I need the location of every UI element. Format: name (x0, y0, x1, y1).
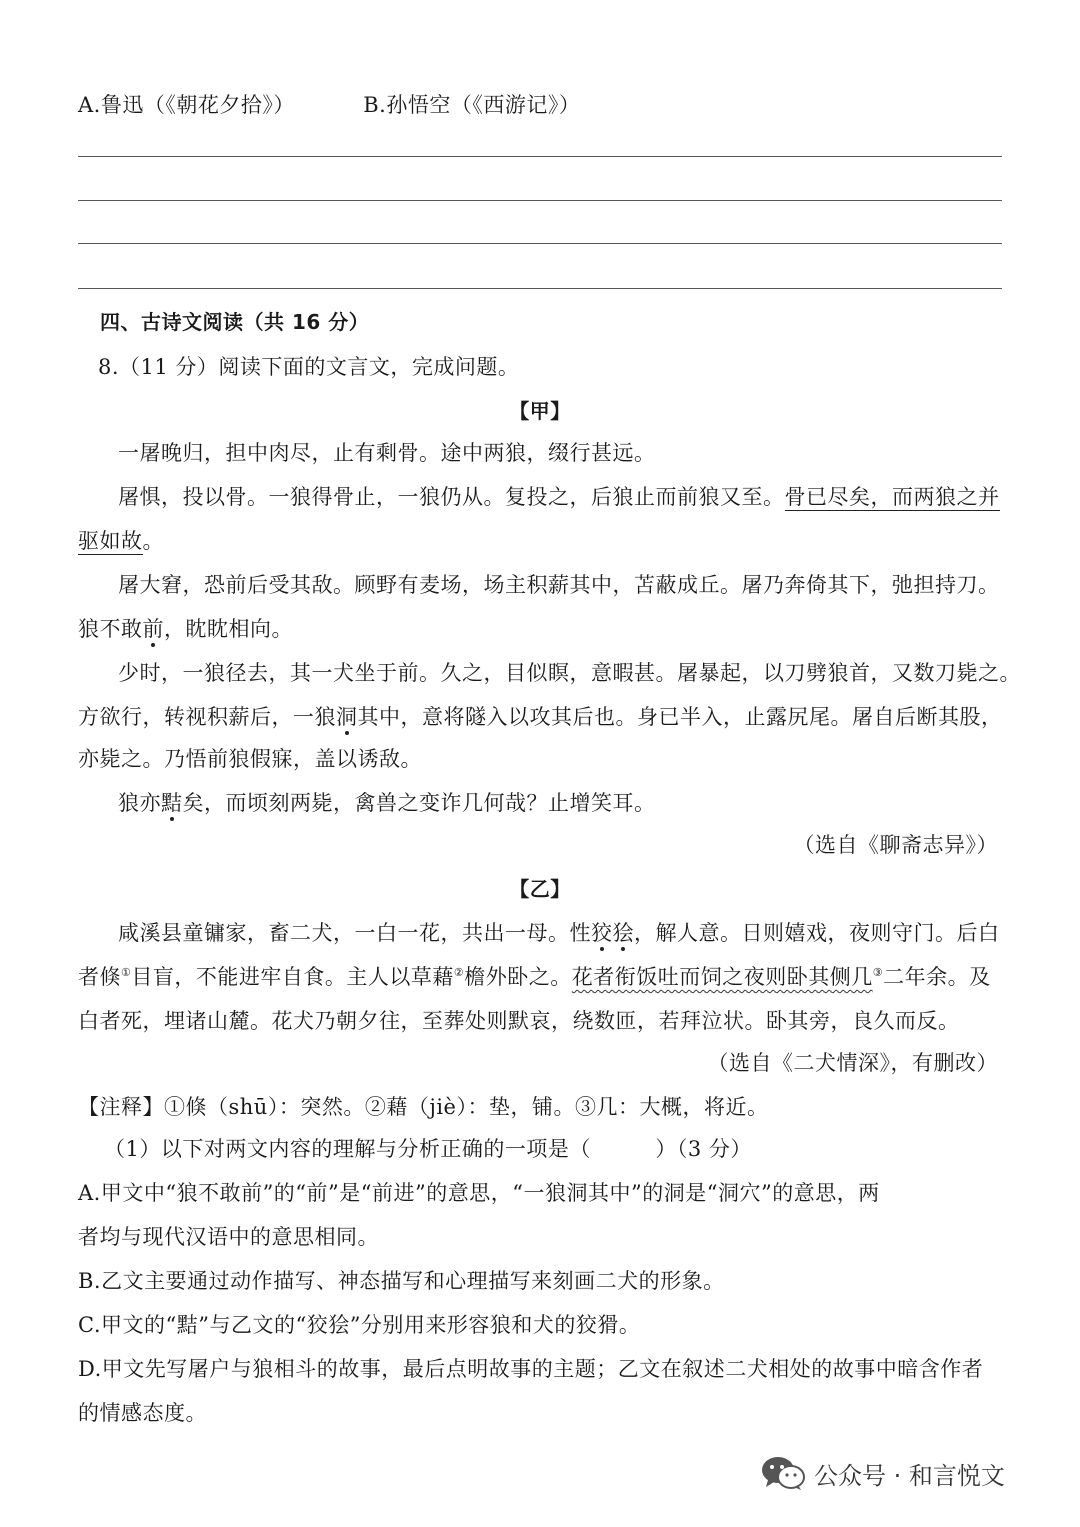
jia-paragraph-5: 狼亦黠矣，而顷刻两毙，禽兽之变诈几何哉？止增笑耳。 (118, 791, 656, 815)
option-row (78, 90, 1002, 120)
wechat-icon (760, 1454, 806, 1492)
sub-question-1-stem: （1）以下对两文内容的理解与分析正确的一项是（ ）（3 分） (104, 1137, 752, 1161)
choice-a-line-1: A.甲文中“狼不敢前”的“前”是“前进”的意思，“一狼洞其中”的洞是“洞穴”的意思，两 (78, 1181, 880, 1205)
jia-paragraph-2-line-2: 驱如故。 (78, 529, 164, 553)
jia-paragraph-4-line-1: 少时，一狼径去，其一犬坐于前。久之，目似瞑，意暇甚。屠暴起，以刀劈狼首，又数刀毙之。 (118, 661, 1021, 685)
jia-paragraph-2-line-1: 屠惧，投以骨。一狼得骨止，一狼仍从。复投之，后狼止而前狼又至。骨已尽矣，而两狼之并 (118, 485, 1000, 509)
annotation-notes: 【注释】①倏（shū）：突然。②藉（jiè）：垫，铺。③几：大概，将近。 (78, 1095, 769, 1119)
yi-line-3: 白者死，埋诸山麓。花犬乃朝夕往，至葬处则默哀，绕数匝，若拜泣状。卧其旁，良久而反。 (78, 1009, 960, 1033)
footnote-mark-3: ③ (872, 966, 884, 979)
answer-line-4 (78, 288, 1002, 289)
dotted-char-qian: 前 (142, 617, 164, 641)
watermark-footer (760, 1448, 1060, 1498)
yi-line-1: 咸溪县童镛家，畜二犬，一白一花，共出一母。性狡狯，解人意。日则嬉戏，夜则守门。后白 (118, 921, 1000, 945)
jia-paragraph-3-line-1: 屠大窘，恐前后受其敌。顾野有麦场，场主积薪其中，苫蔽成丘。屠乃奔倚其下，弛担持刀。 (118, 573, 1000, 597)
dotted-char-xia: 黠 (161, 791, 183, 815)
choice-d-line-2: 的情感态度。 (78, 1401, 207, 1425)
answer-line-3 (78, 243, 1002, 244)
jia-paragraph-1: 一屠晚归，担中肉尽，止有剩骨。途中两狼，缀行甚远。 (118, 441, 656, 465)
dotted-char-jiao: 狡 (591, 921, 613, 945)
choice-b: B.乙文主要通过动作描写、神态描写和心理描写来刻画二犬的形象。 (78, 1269, 725, 1293)
choice-d-line-1: D.甲文先写屠户与狼相斗的故事，最后点明故事的主题；乙文在叙述二犬相处的故事中暗含作者 (78, 1357, 984, 1381)
passage-jia-label: 【甲】 (509, 399, 571, 423)
jia-paragraph-4-line-3: 亦毙之。乃悟前狼假寐，盖以诱敌。 (78, 747, 422, 771)
choice-a-line-2: 者均与现代汉语中的意思相同。 (78, 1225, 379, 1249)
passage-yi-label: 【乙】 (509, 877, 571, 901)
question-8-prompt: 8.（11 分）阅读下面的文言文，完成问题。 (98, 355, 520, 379)
jia-paragraph-3-line-2: 狼不敢前，眈眈相向。 (78, 617, 293, 641)
option-a: A.鲁迅（《朝花夕拾》） (78, 93, 295, 117)
section-title: 四、古诗文阅读（共 16 分） (100, 310, 370, 334)
underlined-sentence-continued: 驱如故 (78, 529, 143, 553)
answer-line-1 (78, 156, 1002, 157)
choice-c: C.甲文的“黠”与乙文的“狡狯”分别用来形容狼和犬的狡猾。 (78, 1313, 641, 1337)
wavy-underlined-sentence: 花者衔饭吐而饲之夜则卧其侧几 (571, 965, 873, 989)
footnote-mark-2: ② (453, 966, 465, 979)
jia-paragraph-4-line-2: 方欲行，转视积薪后，一狼洞其中，意将隧入以攻其后也。身已半入，止露尻尾。屠自后断其股， (78, 705, 1003, 729)
option-b: B.孙悟空（《西游记》） (363, 93, 581, 117)
dotted-char-dong: 洞 (336, 705, 358, 729)
dotted-char-kuai: 狯 (612, 921, 634, 945)
footnote-mark-1: ① (121, 966, 132, 979)
yi-line-2: 者倏①目盲，不能进牢自食。主人以草藉②檐外卧之。花者衔饭吐而饲之夜则卧其侧几③二年余。及 (78, 965, 991, 989)
yi-source: （选自《二犬情深》，有删改） (707, 1051, 998, 1075)
footer-text: 公众号 · 和言悦文 (814, 1461, 1005, 1490)
underlined-sentence: 骨已尽矣，而两狼之并 (784, 485, 1000, 509)
jia-source: （选自《聊斋志异》） (793, 833, 998, 857)
answer-line-2 (78, 200, 1002, 201)
